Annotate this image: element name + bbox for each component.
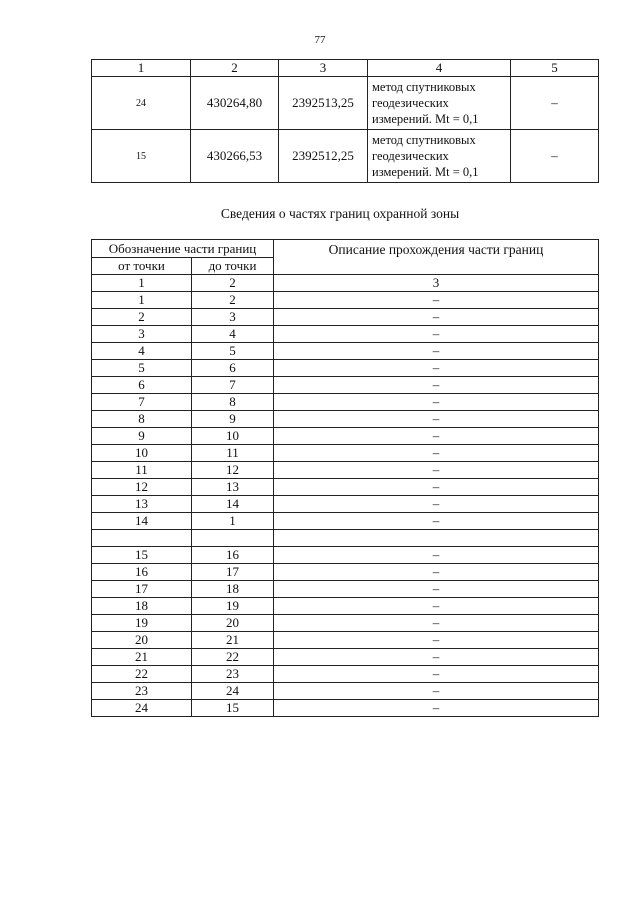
to-point: 24 [192, 683, 274, 700]
to-point: 21 [192, 632, 274, 649]
parts-table-body [92, 292, 599, 717]
table-row [92, 683, 599, 700]
table-row [92, 632, 599, 649]
table-row [92, 428, 599, 445]
to-point: 3 [192, 309, 274, 326]
description-cell: – [274, 394, 599, 411]
from-point: 23 [92, 683, 192, 700]
to-point [192, 530, 274, 547]
to-point: 11 [192, 445, 274, 462]
to-point: 13 [192, 479, 274, 496]
description-cell: – [274, 411, 599, 428]
from-point: 12 [92, 479, 192, 496]
description-cell: – [274, 309, 599, 326]
method-cell [368, 130, 511, 183]
description-cell [274, 530, 599, 547]
table-row [92, 77, 599, 130]
from-point-header: от точки [92, 258, 192, 275]
from-point: 3 [92, 326, 192, 343]
table-row [92, 360, 599, 377]
to-point: 17 [192, 564, 274, 581]
description-cell: – [274, 445, 599, 462]
from-point: 20 [92, 632, 192, 649]
table-row [92, 411, 599, 428]
table-row [92, 496, 599, 513]
method-line: метод спутниковых [372, 133, 476, 147]
from-point: 16 [92, 564, 192, 581]
column-header: 3 [279, 60, 368, 77]
part-designation-header: Обозначение части границ [92, 240, 274, 258]
description-cell: – [274, 428, 599, 445]
description-cell: – [274, 496, 599, 513]
column-header: 4 [368, 60, 511, 77]
table-row [92, 309, 599, 326]
from-point: 8 [92, 411, 192, 428]
table-row [92, 530, 599, 547]
description-cell: – [274, 547, 599, 564]
from-point: 13 [92, 496, 192, 513]
from-point: 10 [92, 445, 192, 462]
from-point: 15 [92, 547, 192, 564]
column-number: 1 [92, 275, 192, 292]
from-point: 6 [92, 377, 192, 394]
column-header: 5 [511, 60, 599, 77]
description-cell: – [274, 513, 599, 530]
to-point: 4 [192, 326, 274, 343]
to-point: 18 [192, 581, 274, 598]
description-cell: – [274, 326, 599, 343]
description-cell: – [274, 292, 599, 309]
description-cell: – [274, 564, 599, 581]
method-line: измерений. Mt = 0,1 [372, 165, 479, 179]
description-cell: – [274, 479, 599, 496]
from-point: 9 [92, 428, 192, 445]
section-title: Сведения о частях границ охранной зоны [220, 206, 460, 221]
table-row [92, 615, 599, 632]
to-point: 16 [192, 547, 274, 564]
from-point: 21 [92, 649, 192, 666]
from-point: 17 [92, 581, 192, 598]
from-point: 4 [92, 343, 192, 360]
group-header-row [92, 240, 599, 258]
from-point: 2 [92, 309, 192, 326]
to-point: 23 [192, 666, 274, 683]
to-point: 5 [192, 343, 274, 360]
table-row [92, 564, 599, 581]
table-row [92, 394, 599, 411]
coordinate-x: 430264,80 [191, 77, 279, 130]
coordinate-y: 2392513,25 [279, 77, 368, 130]
from-point [92, 530, 192, 547]
table-row [92, 343, 599, 360]
description-cell: – [274, 360, 599, 377]
description-cell: – [274, 598, 599, 615]
description-cell: – [274, 615, 599, 632]
from-point: 19 [92, 615, 192, 632]
column-number: 2 [192, 275, 274, 292]
method-line: метод спутниковых [372, 80, 476, 94]
note-cell: – [511, 77, 599, 130]
coordinate-y: 2392512,25 [279, 130, 368, 183]
table-row [92, 666, 599, 683]
to-point: 19 [192, 598, 274, 615]
table-row [92, 581, 599, 598]
table-row [92, 479, 599, 496]
to-point: 14 [192, 496, 274, 513]
note-cell: – [511, 130, 599, 183]
description-cell: – [274, 683, 599, 700]
point-number: 24 [92, 77, 191, 130]
column-number: 3 [274, 275, 599, 292]
coordinate-x: 430266,53 [191, 130, 279, 183]
to-point: 2 [192, 292, 274, 309]
to-point: 22 [192, 649, 274, 666]
method-cell [368, 77, 511, 130]
table-row [92, 462, 599, 479]
to-point: 15 [192, 700, 274, 717]
from-point: 14 [92, 513, 192, 530]
to-point: 1 [192, 513, 274, 530]
table-row [92, 130, 599, 183]
column-header: 1 [92, 60, 191, 77]
table-row [92, 326, 599, 343]
description-cell: – [274, 343, 599, 360]
from-point: 11 [92, 462, 192, 479]
from-point: 5 [92, 360, 192, 377]
numbering-row [92, 275, 599, 292]
from-point: 18 [92, 598, 192, 615]
point-number: 15 [92, 130, 191, 183]
coordinates-header-row [92, 60, 599, 77]
from-point: 1 [92, 292, 192, 309]
description-cell: – [274, 666, 599, 683]
to-point: 8 [192, 394, 274, 411]
to-point-header: до точки [192, 258, 274, 275]
to-point: 9 [192, 411, 274, 428]
to-point: 6 [192, 360, 274, 377]
to-point: 7 [192, 377, 274, 394]
method-line: измерений. Mt = 0,1 [372, 112, 479, 126]
from-point: 7 [92, 394, 192, 411]
to-point: 12 [192, 462, 274, 479]
description-header: Описание прохождения части границ [274, 240, 599, 275]
column-header: 2 [191, 60, 279, 77]
table-row [92, 700, 599, 717]
method-line: геодезических [372, 96, 449, 110]
description-cell: – [274, 649, 599, 666]
description-cell: – [274, 462, 599, 479]
table-row [92, 598, 599, 615]
from-point: 24 [92, 700, 192, 717]
page-number: 77 [314, 34, 326, 46]
to-point: 20 [192, 615, 274, 632]
description-cell: – [274, 700, 599, 717]
to-point: 10 [192, 428, 274, 445]
from-point: 22 [92, 666, 192, 683]
description-cell: – [274, 632, 599, 649]
table-row [92, 649, 599, 666]
table-row [92, 445, 599, 462]
table-row [92, 377, 599, 394]
boundary-parts-table [91, 239, 599, 717]
description-cell: – [274, 581, 599, 598]
method-line: геодезических [372, 149, 449, 163]
description-cell: – [274, 377, 599, 394]
coordinates-table [91, 59, 599, 183]
table-row [92, 547, 599, 564]
table-row [92, 513, 599, 530]
table-row [92, 292, 599, 309]
